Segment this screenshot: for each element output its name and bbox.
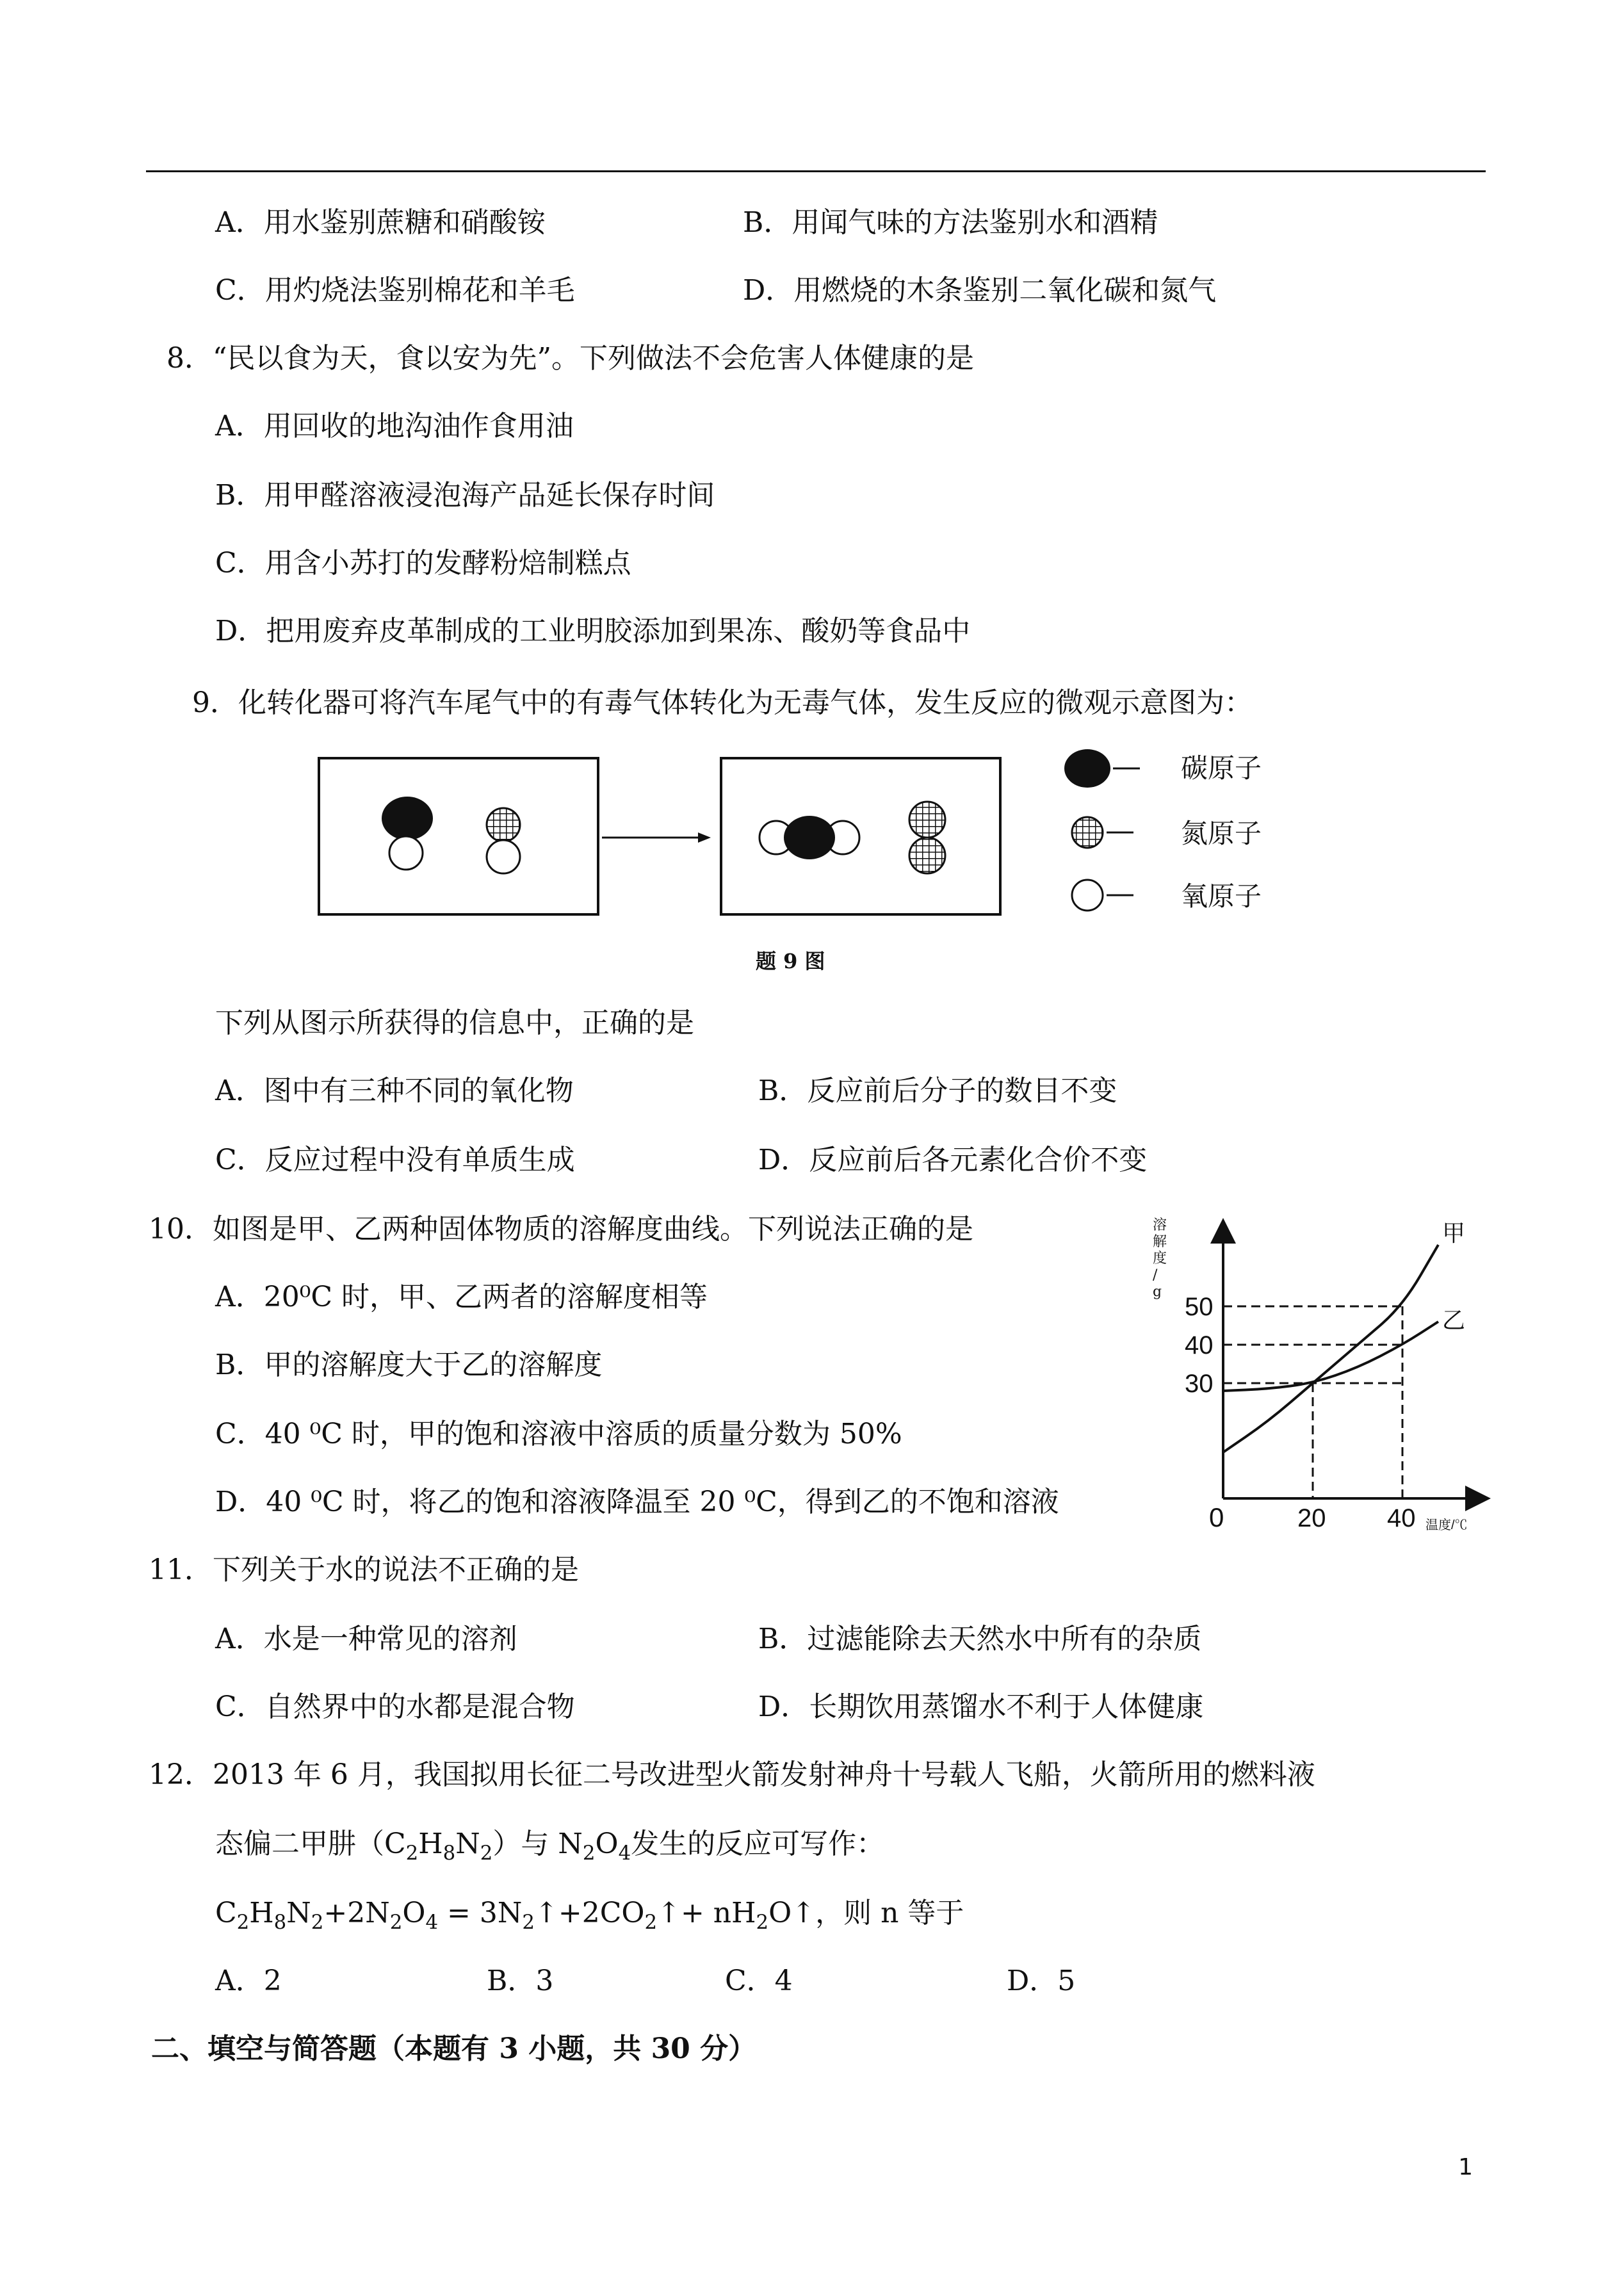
solubility-chart [1146, 1210, 1505, 1543]
q12-equation: $C_2H_8N_2+2N_2O_4$ = $3N_2↑+2CO_2↑+$ $nH_2O↑$，则 n 等于 [215, 1897, 964, 1934]
y-axis-label-char: 溶 [1153, 1217, 1167, 1233]
q11-option-a: A．水是一种常见的溶剂 [215, 1623, 517, 1655]
q12-stem-line2: 态偏二甲肼$(C_2H_8N_2)$与 $N_2O_4$发生的反应可写作： [215, 1828, 885, 1865]
q11-option-b: B．过滤能除去天然水中所有的杂质 [758, 1623, 1202, 1655]
q10-option-c: C．40 ⁰C 时，甲的饱和溶液中溶质的质量分数为 50% [215, 1418, 902, 1450]
carbon-atom [382, 797, 433, 840]
legend-oxygen-label: 氧原子 [1181, 880, 1262, 912]
q12-option-d: D．5 [1007, 1965, 1076, 1997]
q10-option-a: A．20⁰C 时，甲、乙两者的溶解度相等 [215, 1281, 708, 1313]
series-line-jia [1223, 1245, 1438, 1452]
legend-nitrogen-label: 氮原子 [1181, 818, 1262, 849]
oxygen-atom [487, 840, 520, 873]
legend-oxygen-icon [1072, 880, 1103, 911]
q11-option-d: D．长期饮用蒸馏水不利于人体健康 [758, 1691, 1204, 1723]
top-rule [146, 170, 1486, 172]
q7-option-d: D．用燃烧的木条鉴别二氧化碳和氮气 [743, 274, 1217, 307]
oxygen-atom [389, 836, 423, 870]
q8-option-d: D．把用废弃皮革制成的工业明胶添加到果冻、酸奶等食品中 [215, 615, 971, 647]
series-label: 乙 [1442, 1308, 1466, 1334]
series-line-yi [1223, 1322, 1438, 1391]
x-axis-label: 温度/℃ [1425, 1518, 1468, 1532]
q12-option-b: B．3 [487, 1965, 554, 1997]
series-label: 甲 [1442, 1220, 1466, 1247]
q7-option-a: A．用水鉴别蔗糖和硝酸铵 [215, 206, 546, 239]
arrow-head-icon [698, 832, 711, 843]
reactants-box [319, 758, 598, 914]
x-tick-label: 20 [1297, 1504, 1326, 1532]
q9-prompt: 下列从图示所获得的信息中，正确的是 [215, 1007, 694, 1039]
q8-option-b: B．用甲醛溶液浸泡海产品延长保存时间 [215, 479, 715, 512]
q12-stem: 12．2013 年 6 月，我国拟用长征二号改进型火箭发射神舟十号载人飞船，火箭所用的燃料液 [149, 1758, 1315, 1791]
q12-option-c: C．4 [725, 1965, 793, 1997]
section-heading: 二、填空与简答题（本题有 3 小题，共 30 分） [151, 2032, 757, 2065]
q8-stem: 8．“民以食为天，食以安为先”。下列做法不会危害人体健康的是 [166, 342, 974, 375]
y-axis-label-char: / [1153, 1267, 1158, 1283]
y-axis-label-char: 解 [1153, 1234, 1167, 1250]
nitrogen-atom [909, 838, 945, 873]
q12-option-a: A．2 [215, 1965, 282, 1997]
q9-reaction-diagram [307, 743, 1306, 986]
x-tick-label: 40 [1387, 1504, 1416, 1532]
nitrogen-atom [909, 802, 945, 838]
q10-stem: 10．如图是甲、乙两种固体物质的溶解度曲线。下列说法正确的是 [149, 1213, 973, 1245]
y-tick-label: 40 [1185, 1331, 1214, 1359]
q9-option-c: C．反应过程中没有单质生成 [215, 1144, 575, 1176]
q10-option-d: D．40 ⁰C 时，将乙的饱和溶液降温至 20 ⁰C，得到乙的不饱和溶液 [215, 1486, 1059, 1518]
q7-option-c: C．用灼烧法鉴别棉花和羊毛 [215, 274, 575, 307]
q7-option-b: B．用闻气味的方法鉴别水和酒精 [743, 206, 1158, 239]
q9-option-a: A．图中有三种不同的氧化物 [215, 1075, 574, 1107]
y-axis-label-char: g [1153, 1284, 1162, 1300]
q9-option-d: D．反应前后各元素化合价不变 [758, 1144, 1148, 1176]
q8-option-c: C．用含小苏打的发酵粉焙制糕点 [215, 547, 631, 580]
q10-option-b: B．甲的溶解度大于乙的溶解度 [215, 1349, 603, 1381]
y-axis-label-char: 度 [1153, 1251, 1167, 1267]
y-tick-label: 50 [1185, 1293, 1214, 1321]
page-number: 1 [1458, 2154, 1473, 2180]
legend-carbon-icon [1064, 749, 1110, 788]
y-tick-label: 30 [1185, 1370, 1214, 1398]
legend-nitrogen-icon [1072, 817, 1103, 848]
figure-caption: 题 9 图 [756, 949, 825, 973]
legend-carbon-label: 碳原子 [1181, 752, 1262, 784]
q11-option-c: C．自然界中的水都是混合物 [215, 1691, 575, 1723]
nitrogen-atom [487, 808, 520, 841]
q9-option-b: B．反应前后分子的数目不变 [758, 1075, 1117, 1107]
q8-option-a: A．用回收的地沟油作食用油 [215, 410, 574, 442]
carbon-atom [784, 816, 835, 859]
q9-stem: 9．化转化器可将汽车尾气中的有毒气体转化为无毒气体，发生反应的微观示意图为： [192, 686, 1253, 719]
y-axis-label [1153, 1217, 1167, 1300]
q11-stem: 11．下列关于水的说法不正确的是 [149, 1553, 579, 1586]
origin-label: 0 [1209, 1502, 1224, 1532]
